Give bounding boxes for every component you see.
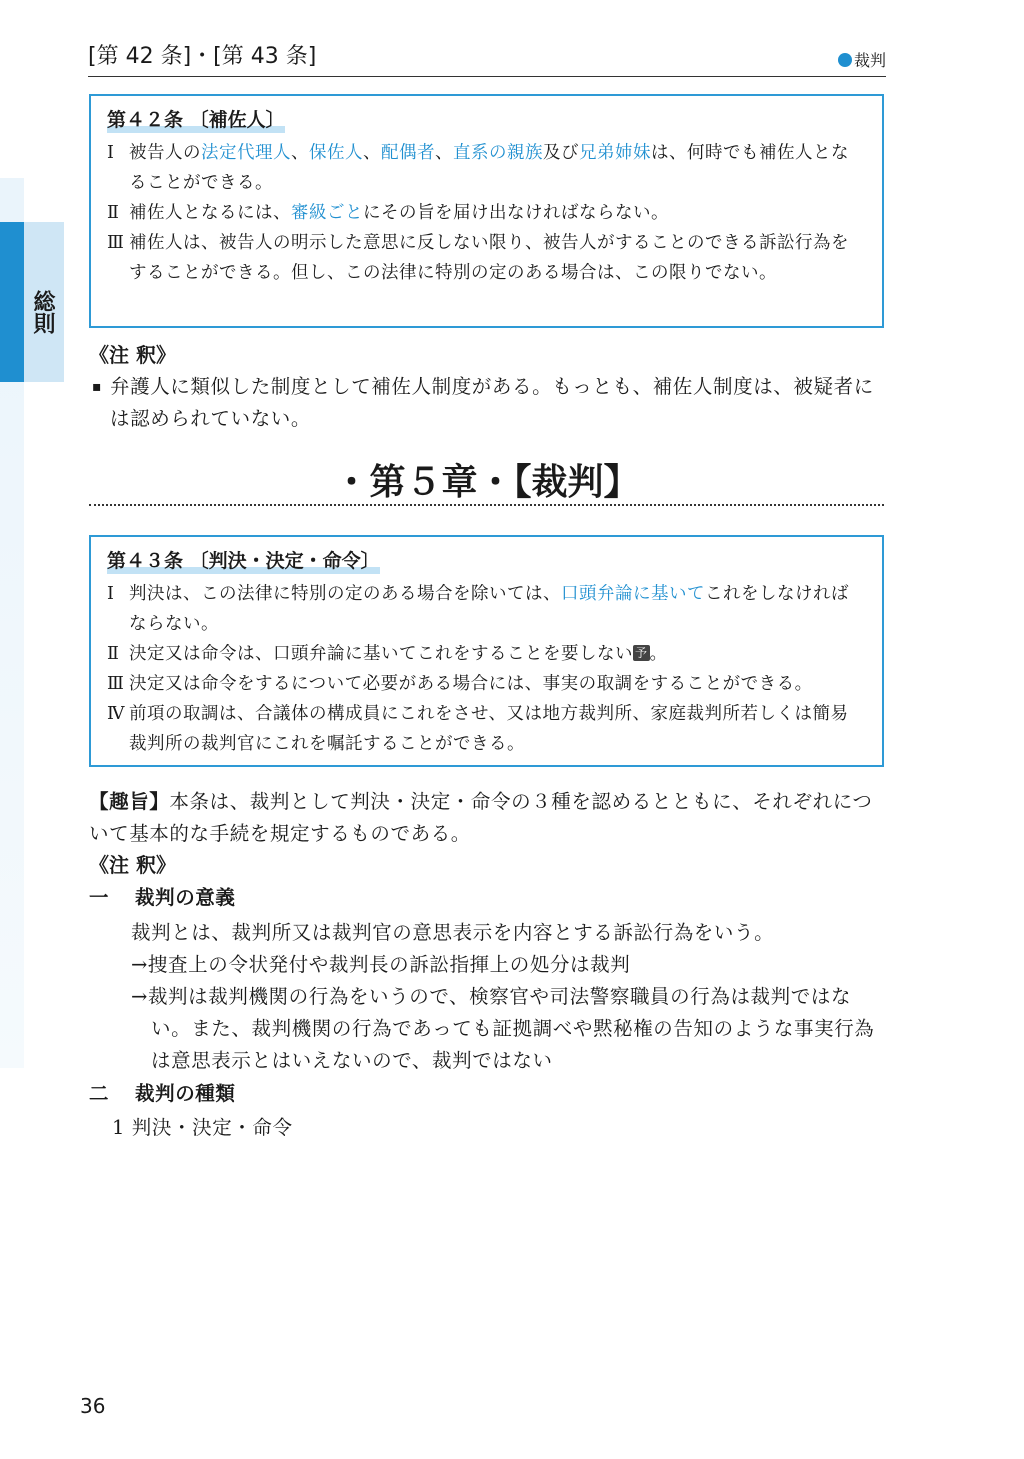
section-number: 二	[89, 1082, 110, 1105]
running-title: [第 42 条]・[第 43 条]	[88, 44, 317, 69]
highlight: 保佐人	[309, 143, 363, 163]
section-label	[838, 48, 886, 71]
highlight: 審級ごと	[291, 203, 363, 223]
text: 被告人の	[129, 143, 201, 163]
bullet-dot-icon	[838, 53, 852, 67]
text: 補佐人となるには、	[129, 203, 291, 223]
text: 。	[649, 644, 668, 664]
text: 、	[363, 143, 381, 163]
text: 、	[435, 143, 453, 163]
section-title: 裁判の種類	[135, 1082, 236, 1105]
text: 決定又は命令は、口頭弁論に基いてこれをすることを要しない	[129, 644, 633, 664]
text: 及び	[543, 143, 579, 163]
text: 、	[291, 143, 309, 163]
highlight: 口頭弁論に基いて	[561, 584, 705, 604]
exam-tag-icon: 予	[635, 646, 648, 660]
purpose-text: 本条は、裁判として判決・決定・命令の３種を認めるとともに、それぞれについて基本的な手続を規定するものである。	[89, 790, 873, 845]
highlight: 兄弟姉妹	[579, 143, 651, 163]
text: は、何時でも補佐人となることができる。	[129, 143, 849, 193]
paragraph-number: Ⅰ	[107, 143, 115, 163]
article-43-paragraph-3	[107, 669, 866, 699]
highlight: 直系の親族	[453, 143, 543, 163]
highlight: 法定代理人	[201, 143, 291, 163]
article-43-paragraph-1	[107, 579, 866, 639]
article-42-title: 第４２条 〔補佐人〕	[107, 106, 285, 134]
highlight: 配偶者	[381, 143, 435, 163]
text: 前項の取調は、合議体の構成員にこれをさせ、又は地方裁判所、家庭裁判所若しくは簡易裁判所の裁判官にこれを嘱託することができる。	[129, 704, 849, 754]
section-1-body: 裁判とは、裁判所又は裁判官の意思表示を内容とする訴訟行為をいう。	[131, 921, 775, 944]
article-42-box	[89, 94, 884, 328]
annotation-1	[92, 371, 887, 435]
section-2-item-1: 1 判決・決定・命令	[112, 1116, 293, 1139]
side-tab-label: 総則	[30, 290, 55, 334]
section-number: 一	[89, 886, 110, 909]
text: 判決は、この法律に特別の定のある場合を除いては、	[129, 584, 561, 604]
section-1-arrow-1: →捜査上の令状発付や裁判長の訴訟指揮上の処分は裁判	[131, 953, 631, 976]
text: にその旨を届け出なければならない。	[363, 203, 669, 223]
paragraph-number: Ⅲ	[107, 233, 125, 253]
text: 決定又は命令をするについて必要がある場合には、事実の取調をすることができる。	[129, 674, 813, 694]
annotation-heading-2: 《注 釈》	[89, 853, 176, 877]
paragraph-number: Ⅲ	[107, 674, 125, 694]
chapter-title: ・第５章・【裁判】	[333, 462, 640, 503]
running-header	[88, 42, 886, 77]
purpose-label: 【趣旨】	[89, 790, 170, 813]
paragraph-number: Ⅰ	[107, 584, 115, 604]
page-number: 36	[80, 1394, 106, 1418]
article-42-paragraph-1	[107, 138, 866, 198]
section-1-arrow-2	[131, 981, 888, 1077]
chapter-divider	[89, 504, 884, 506]
article-42-paragraph-2	[107, 198, 866, 228]
article-43-paragraph-4	[107, 699, 866, 759]
article-42-paragraph-3	[107, 228, 866, 288]
annotation-heading: 《注 釈》	[89, 343, 176, 367]
article-43-paragraph-2	[107, 639, 866, 669]
bullet-icon: ▪	[92, 379, 103, 395]
section-name: 裁判	[853, 51, 886, 70]
paragraph-number: Ⅳ	[107, 704, 125, 724]
paragraph-number: Ⅱ	[107, 644, 120, 664]
article-43-box	[89, 535, 884, 767]
section-1-heading	[89, 882, 886, 914]
annotation-1-text: 弁護人に類似した制度として補佐人制度がある。もっとも、補佐人制度は、被疑者には認められていない。	[110, 375, 874, 430]
text: 補佐人は、被告人の明示した意思に反しない限り、被告人がすることのできる訴訟行為をすることができる。但し、この法律に特別の定のある場合は、この限りでない。	[129, 233, 849, 283]
paragraph-number: Ⅱ	[107, 203, 120, 223]
section-title: 裁判の意義	[135, 886, 236, 909]
section-1-arrow-2-text: →裁判は裁判機関の行為をいうので、検察官や司法警察職員の行為は裁判ではない。また、裁判機関の行為であっても証拠調べや黙秘権の告知のような事実行為は意思表示とはいえないので、裁判ではない	[131, 985, 875, 1072]
purpose-paragraph	[89, 786, 886, 850]
side-tab	[0, 222, 64, 382]
section-2-heading	[89, 1078, 886, 1110]
text: これをしなければならない。	[129, 584, 849, 634]
article-43-title: 第４３条 〔判決・決定・命令〕	[107, 547, 380, 575]
